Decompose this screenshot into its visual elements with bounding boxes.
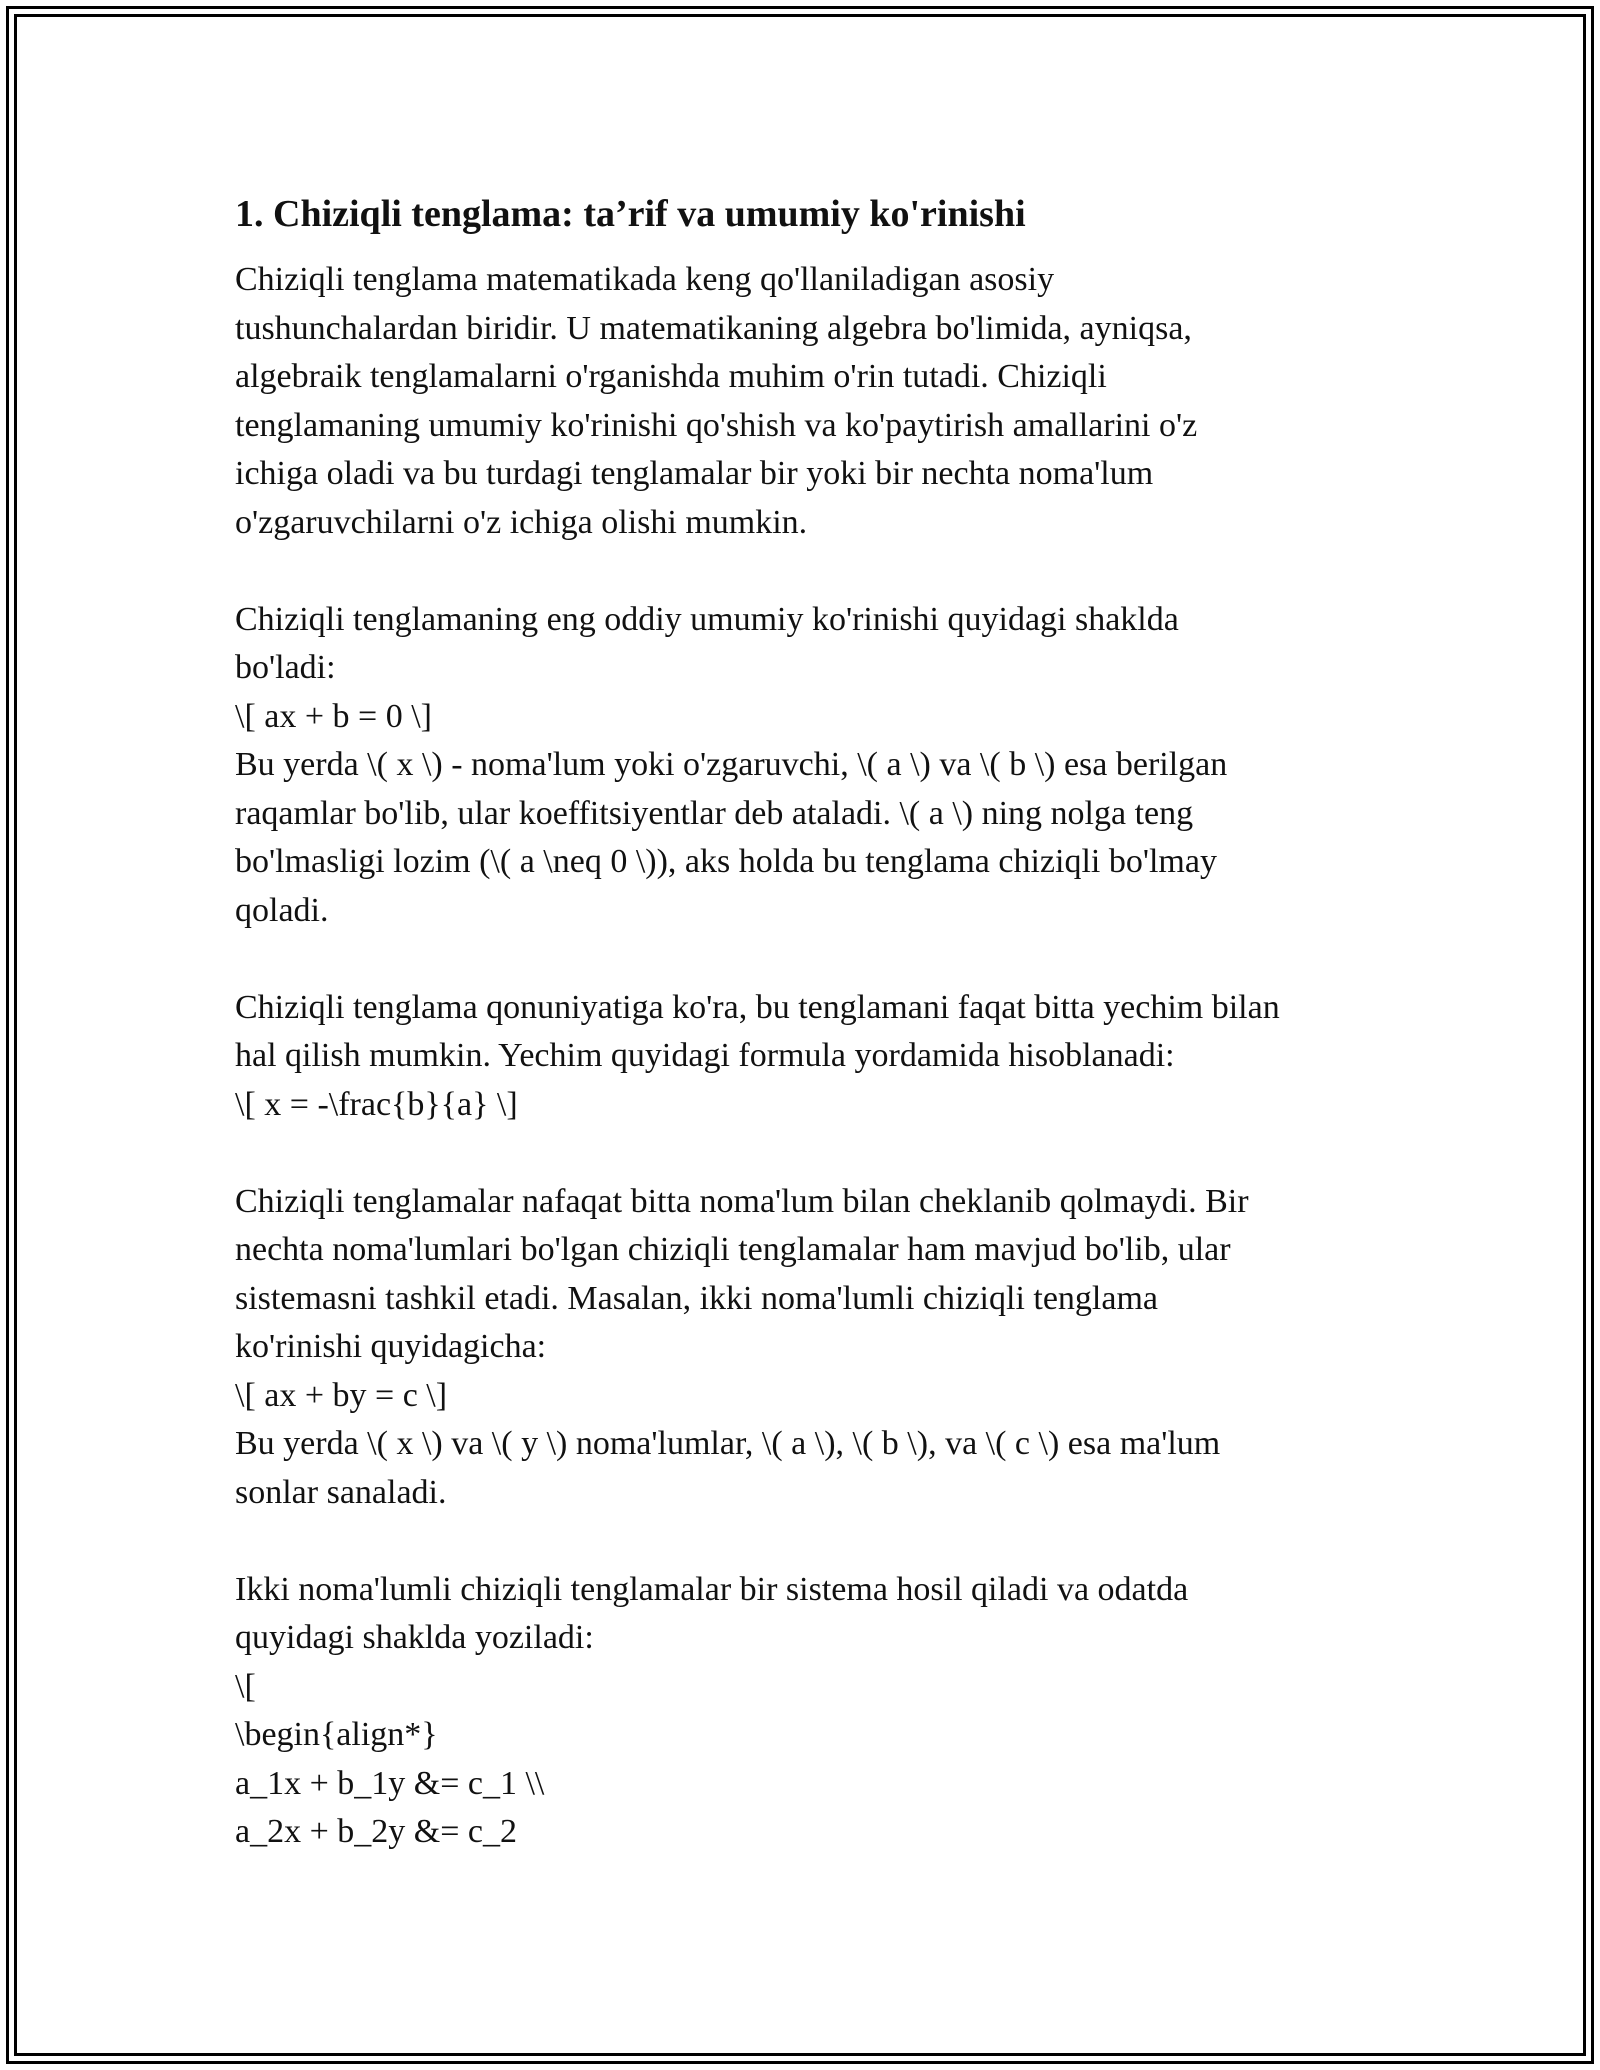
- formula-line: \begin{align*}: [235, 1716, 438, 1753]
- paragraph-5: [235, 1566, 1385, 1857]
- page-title: 1. Chiziqli tenglama: ta’rif va umumiy ko'rinishi: [235, 193, 1026, 235]
- text-line: ichiga oladi va bu turdagi tenglamalar bir yoki bir nechta noma'lum: [235, 455, 1154, 492]
- text-line: hal qilish mumkin. Yechim quyidagi formula yordamida hisoblanadi:: [235, 1037, 1175, 1074]
- text-line: sonlar sanaladi.: [235, 1473, 447, 1511]
- document-body: [235, 186, 1385, 1857]
- paragraph-spacer: [235, 1517, 1385, 1566]
- paragraph-2: [235, 596, 1385, 936]
- text-line: ko'rinishi quyidagicha:: [235, 1328, 547, 1365]
- text-line: Chiziqli tenglamaning eng oddiy umumiy ko'rinishi quyidagi shaklda: [235, 600, 1179, 638]
- text-line: Bu yerda \( x \) - noma'lum yoki o'zgaruvchi, \( a \) va \( b \) esa berilgan: [235, 746, 1228, 783]
- formula-line: \[ ax + by = c \]: [235, 1376, 448, 1414]
- text-line: algebraik tenglamalarni o'rganishda muhim o'rin tutadi. Chiziqli: [235, 358, 1107, 395]
- paragraph-spacer: [235, 547, 1385, 596]
- formula-line: a_1x + b_1y &= c_1 \\: [235, 1764, 545, 1802]
- text-line: nechta noma'lumlari bo'lgan chiziqli tenglamalar ham mavjud bo'lib, ular: [235, 1231, 1231, 1268]
- formula-line: a_2x + b_2y &= c_2: [235, 1813, 517, 1850]
- paragraph-spacer: [235, 1129, 1385, 1178]
- text-line: raqamlar bo'lib, ular koeffitsiyentlar deb ataladi. \( a \) ning nolga teng: [235, 794, 1194, 832]
- paragraph-1: [235, 256, 1385, 547]
- text-line: sistemasni tashkil etadi. Masalan, ikki noma'lumli chiziqli tenglama: [235, 1279, 1158, 1317]
- text-line: bo'ladi:: [235, 649, 336, 686]
- text-line: Ikki noma'lumli chiziqli tenglamalar bir sistema hosil qiladi va odatda: [235, 1570, 1189, 1608]
- text-line: quyidagi shaklda yoziladi:: [235, 1619, 594, 1656]
- text-line: bo'lmasligi lozim (\( a \neq 0 \)), aks holda bu tenglama chiziqli bo'lmay: [235, 843, 1217, 880]
- text-line: qoladi.: [235, 891, 329, 929]
- text-line: tushunchalardan biridir. U matematikaning algebra bo'limida, ayniqsa,: [235, 309, 1192, 347]
- text-line: Bu yerda \( x \) va \( y \) noma'lumlar, \( a \), \( b \), va \( c \) esa ma'lum: [235, 1425, 1221, 1462]
- text-line: Chiziqli tenglamalar nafaqat bitta noma'lum bilan cheklanib qolmaydi. Bir: [235, 1182, 1249, 1220]
- text-line: tenglamaning umumiy ko'rinishi qo'shish va ko'paytirish amallarini o'z: [235, 406, 1198, 444]
- formula-line: \[ x = -\frac{b}{a} \]: [235, 1085, 518, 1123]
- formula-line: \[ ax + b = 0 \]: [235, 697, 432, 735]
- paragraph-spacer: [235, 935, 1385, 984]
- text-line: o'zgaruvchilarni o'z ichiga olishi mumkin.: [235, 503, 808, 541]
- paragraph-4: [235, 1178, 1385, 1518]
- text-line: Chiziqli tenglama qonuniyatiga ko'ra, bu tenglamani faqat bitta yechim bilan: [235, 988, 1280, 1026]
- formula-line: \[: [235, 1667, 256, 1705]
- paragraph-3: [235, 984, 1385, 1130]
- text-line: Chiziqli tenglama matematikada keng qo'llaniladigan asosiy: [235, 261, 1055, 298]
